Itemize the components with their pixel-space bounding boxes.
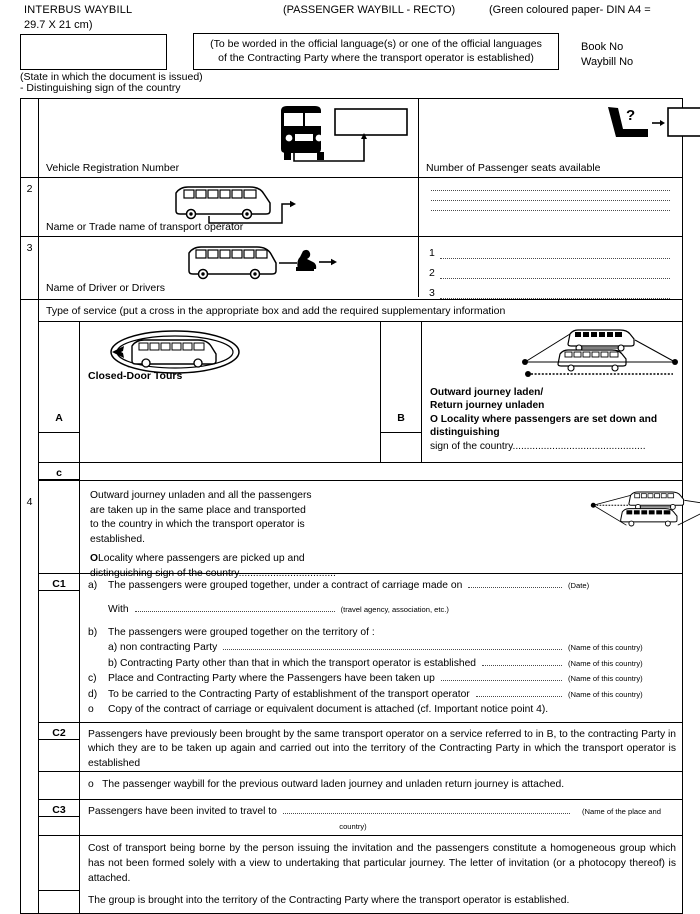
service-type-c xyxy=(39,463,682,480)
type-of-service-cell xyxy=(39,300,682,913)
operator-name-cell[interactable] xyxy=(39,178,419,236)
state-caption-2: - Distinguishing sign of the country xyxy=(20,82,181,94)
tag-c3: C3 xyxy=(39,800,79,817)
passenger-seats-label: Number of Passenger seats available xyxy=(426,162,601,174)
outward-laden-line-2: Return journey unladen xyxy=(430,400,545,412)
driver-line-number: 3 xyxy=(429,287,435,299)
dotted-line[interactable] xyxy=(441,680,562,681)
letter-column-c2 xyxy=(39,723,80,772)
c1-d-text: To be carried to the Contracting Party of establishment of the transport operator xyxy=(108,688,470,700)
driver-line-number: 2 xyxy=(429,267,435,279)
operator-name-lines[interactable] xyxy=(419,178,682,236)
c1-a-text: The passengers were grouped together, under a contract of carriage made on xyxy=(108,580,463,591)
header-center-caption: (PASSENGER WAYBILL - RECTO) xyxy=(283,4,456,16)
c1-with-text: With xyxy=(108,604,129,616)
table-row-type-of-service xyxy=(21,300,682,914)
state-input-box[interactable] xyxy=(20,34,167,70)
two-bus-journey-icon xyxy=(515,326,690,381)
table-row-operator xyxy=(21,178,682,237)
c3-content xyxy=(80,836,682,890)
c1-item-b-a[interactable] xyxy=(88,640,678,655)
c-header-spacer xyxy=(80,463,682,480)
bus-front-icon xyxy=(271,105,411,163)
marker: b) xyxy=(88,626,98,638)
marker: a) xyxy=(88,580,98,591)
bus-driver-icon xyxy=(179,243,339,285)
c1-c-note: (Name of this country) xyxy=(568,674,643,684)
service-type-c3-final xyxy=(39,890,682,913)
outward-unladen-text xyxy=(90,489,420,582)
tag-c1: C1 xyxy=(39,574,79,591)
outward-laden-line-1: Outward journey laden/ xyxy=(430,387,544,398)
c1-item-b xyxy=(88,625,678,640)
letter-b: B xyxy=(397,412,405,424)
c1-d-note: (Name of this country) xyxy=(568,689,643,699)
letter-column-a xyxy=(39,322,80,462)
driver-name-cell[interactable] xyxy=(39,237,419,297)
two-bus-journey-icon xyxy=(585,484,700,539)
c2-o-text: The passenger waybill for the previous outward laden journey and unladen return journey is attached. xyxy=(102,779,565,791)
outward-laden-cell[interactable] xyxy=(422,322,682,462)
c-line-3: to the country in which the transport operator is xyxy=(90,519,305,531)
dotted-line[interactable] xyxy=(223,649,562,650)
dotted-line[interactable] xyxy=(431,200,670,201)
letter-a: A xyxy=(55,412,63,424)
seat-question-icon xyxy=(604,105,700,147)
c3-note-line-2: country) xyxy=(339,821,367,831)
service-type-c-body xyxy=(39,480,682,580)
outward-unladen-cell[interactable] xyxy=(80,481,682,580)
c1-with-note: (travel agency, association, etc.) xyxy=(340,605,449,615)
letter-column-c-body[interactable] xyxy=(39,481,80,573)
bullet-circle: O xyxy=(430,413,438,425)
language-note-box xyxy=(193,33,559,70)
state-caption-1: (State in which the document is issued) xyxy=(20,71,203,83)
outward-laden-line-4: sign of the country............................................... xyxy=(430,440,646,452)
vehicle-registration-label: Vehicle Registration Number xyxy=(46,162,180,174)
c1-item-o[interactable] xyxy=(88,702,678,717)
c1-b-text: The passengers were grouped together on the territory of : xyxy=(108,626,375,638)
checkbox-marker[interactable]: o xyxy=(88,704,94,716)
language-note-line-1: (To be worded in the official language(s) or one of the official languages xyxy=(210,38,542,50)
operator-name-label: Name or Trade name of transport operator xyxy=(46,221,244,233)
passenger-seats-cell[interactable] xyxy=(419,99,682,177)
row-number-3: 3 xyxy=(21,237,39,299)
service-type-a-b xyxy=(39,322,682,463)
svg-text:?: ? xyxy=(626,107,636,124)
vehicle-registration-cell[interactable] xyxy=(39,99,419,177)
letter-column-c xyxy=(39,463,80,480)
row-number-4: 4 xyxy=(21,300,39,913)
service-type-c1 xyxy=(39,573,682,722)
book-no-label: Book No xyxy=(581,41,624,53)
table-row-vehicle xyxy=(21,99,682,178)
letter-c: c xyxy=(39,463,79,480)
dotted-line[interactable] xyxy=(482,665,562,666)
waybill-no-label: Waybill No xyxy=(581,55,634,68)
document-header xyxy=(0,0,700,94)
type-of-service-title: Type of service (put a cross in the appropriate box and add the required supplementary information xyxy=(39,300,682,322)
c1-item-with[interactable] xyxy=(88,602,678,617)
dotted-line[interactable] xyxy=(283,813,570,814)
c3-paragraph: Cost of transport being borne by the person issuing the invitation and the passengers constitute a homogeneous group which has not been formed solely with a view to undertaking that particular journey. The letter of invitation (or a photocopy thereof) is attached. xyxy=(88,843,676,884)
dotted-line[interactable] xyxy=(440,278,670,279)
row-number-1 xyxy=(21,99,39,177)
header-paper-spec: (Green coloured paper- DIN A4 = xyxy=(489,4,651,16)
letter-column-c1 xyxy=(39,574,80,722)
c1-item-c[interactable] xyxy=(88,671,678,686)
service-type-c3 xyxy=(39,799,682,835)
c-line-5: OLocality where passengers are picked up and xyxy=(90,553,305,565)
c2-content xyxy=(80,723,682,772)
letter-column-b xyxy=(381,322,422,462)
outward-laden-text xyxy=(430,386,678,453)
header-dimensions: 29.7 X 21 cm) xyxy=(24,19,93,31)
c3-invite[interactable] xyxy=(80,800,682,835)
checkbox-marker[interactable]: o xyxy=(88,779,94,791)
c1-b-a-note: (Name of this country) xyxy=(568,643,643,653)
c1-b-b-text: b) Contracting Party other than that in which the transport operator is established xyxy=(108,657,477,669)
c1-o-text: Copy of the contract of carriage or equivalent document is attached (cf. Important notice point 4). xyxy=(108,704,549,716)
letter-column-c3-final[interactable] xyxy=(39,890,80,913)
dotted-line[interactable] xyxy=(440,258,670,259)
dotted-line[interactable] xyxy=(476,696,562,697)
bullet-circle: O xyxy=(90,553,99,565)
driver-name-lines[interactable] xyxy=(419,237,682,299)
letter-column-c2-attach[interactable] xyxy=(39,772,80,799)
c-line-4: established. xyxy=(90,533,145,545)
service-type-c3-detail xyxy=(39,835,682,890)
marker: c) xyxy=(88,673,97,685)
outward-laden-line-3: O Locality where passengers are set down and distinguishing xyxy=(430,413,658,439)
c3-final-text: The group is brought into the territory of the Contracting Party where the transport operator is established. xyxy=(88,895,570,907)
dotted-line[interactable] xyxy=(135,611,335,612)
marker: d) xyxy=(88,688,98,700)
c1-item-d[interactable] xyxy=(88,687,678,702)
row-number-2: 2 xyxy=(21,178,39,236)
dotted-line[interactable] xyxy=(431,190,670,191)
divider xyxy=(381,432,421,433)
waybill-table xyxy=(20,98,683,914)
service-type-c2-attach xyxy=(39,771,682,799)
c1-c-text: Place and Contracting Party where the Passengers have been taken up xyxy=(108,673,435,685)
closed-door-tours-label: Closed-Door Tours xyxy=(88,370,183,382)
c-line-1: Outward journey unladen and all the passengers xyxy=(90,490,312,501)
driver-line-number: 1 xyxy=(429,247,435,259)
language-note-line-2: of the Contracting Party where the transport operator is established) xyxy=(218,52,534,65)
c2-paragraph: Passengers have previously been brought by the same transport operator on a service referred to in B, to the contracting Party in which they are to be taken up again and carried out into the territory of the Contracting Party in which the transport operator is established xyxy=(88,728,676,769)
driver-line-3[interactable] xyxy=(429,287,670,299)
letter-column-c3-detail[interactable] xyxy=(39,836,80,890)
c1-a-note: (Date) xyxy=(568,581,590,590)
c3-lead: Passengers have been invited to travel to xyxy=(88,805,277,817)
tag-c2: C2 xyxy=(39,723,79,740)
bus-side-arrow-icon xyxy=(164,183,309,225)
c2-attachment[interactable] xyxy=(80,772,682,799)
dotted-line[interactable] xyxy=(468,587,562,588)
c3-invite-row[interactable] xyxy=(88,805,678,820)
divider xyxy=(39,432,79,433)
letter-column-c3 xyxy=(39,800,80,835)
c1-item-b-b[interactable] xyxy=(88,656,678,671)
book-numbers xyxy=(581,40,633,70)
driver-line-1[interactable] xyxy=(429,247,670,259)
c3-note-line-1: (Name of the place and xyxy=(582,806,661,816)
dotted-line[interactable] xyxy=(440,298,670,299)
closed-door-tours-cell[interactable] xyxy=(80,322,381,462)
c-line-2: are taken up in the same place and transported xyxy=(90,504,306,516)
table-row-driver xyxy=(21,237,682,300)
dotted-line[interactable] xyxy=(431,210,670,211)
c1-b-b-note: (Name of this country) xyxy=(568,658,643,668)
page-title: INTERBUS WAYBILL xyxy=(24,4,133,16)
c3-final xyxy=(80,890,682,913)
driver-line-2[interactable] xyxy=(429,267,670,279)
driver-name-label: Name of Driver or Drivers xyxy=(46,282,166,294)
c-line-6: distinguishing sign of the country.................................. xyxy=(90,568,336,580)
c1-b-a-text: a) non contracting Party xyxy=(108,642,218,654)
service-type-c2 xyxy=(39,722,682,772)
c1-item-a[interactable] xyxy=(88,578,678,593)
c1-content xyxy=(80,574,682,722)
